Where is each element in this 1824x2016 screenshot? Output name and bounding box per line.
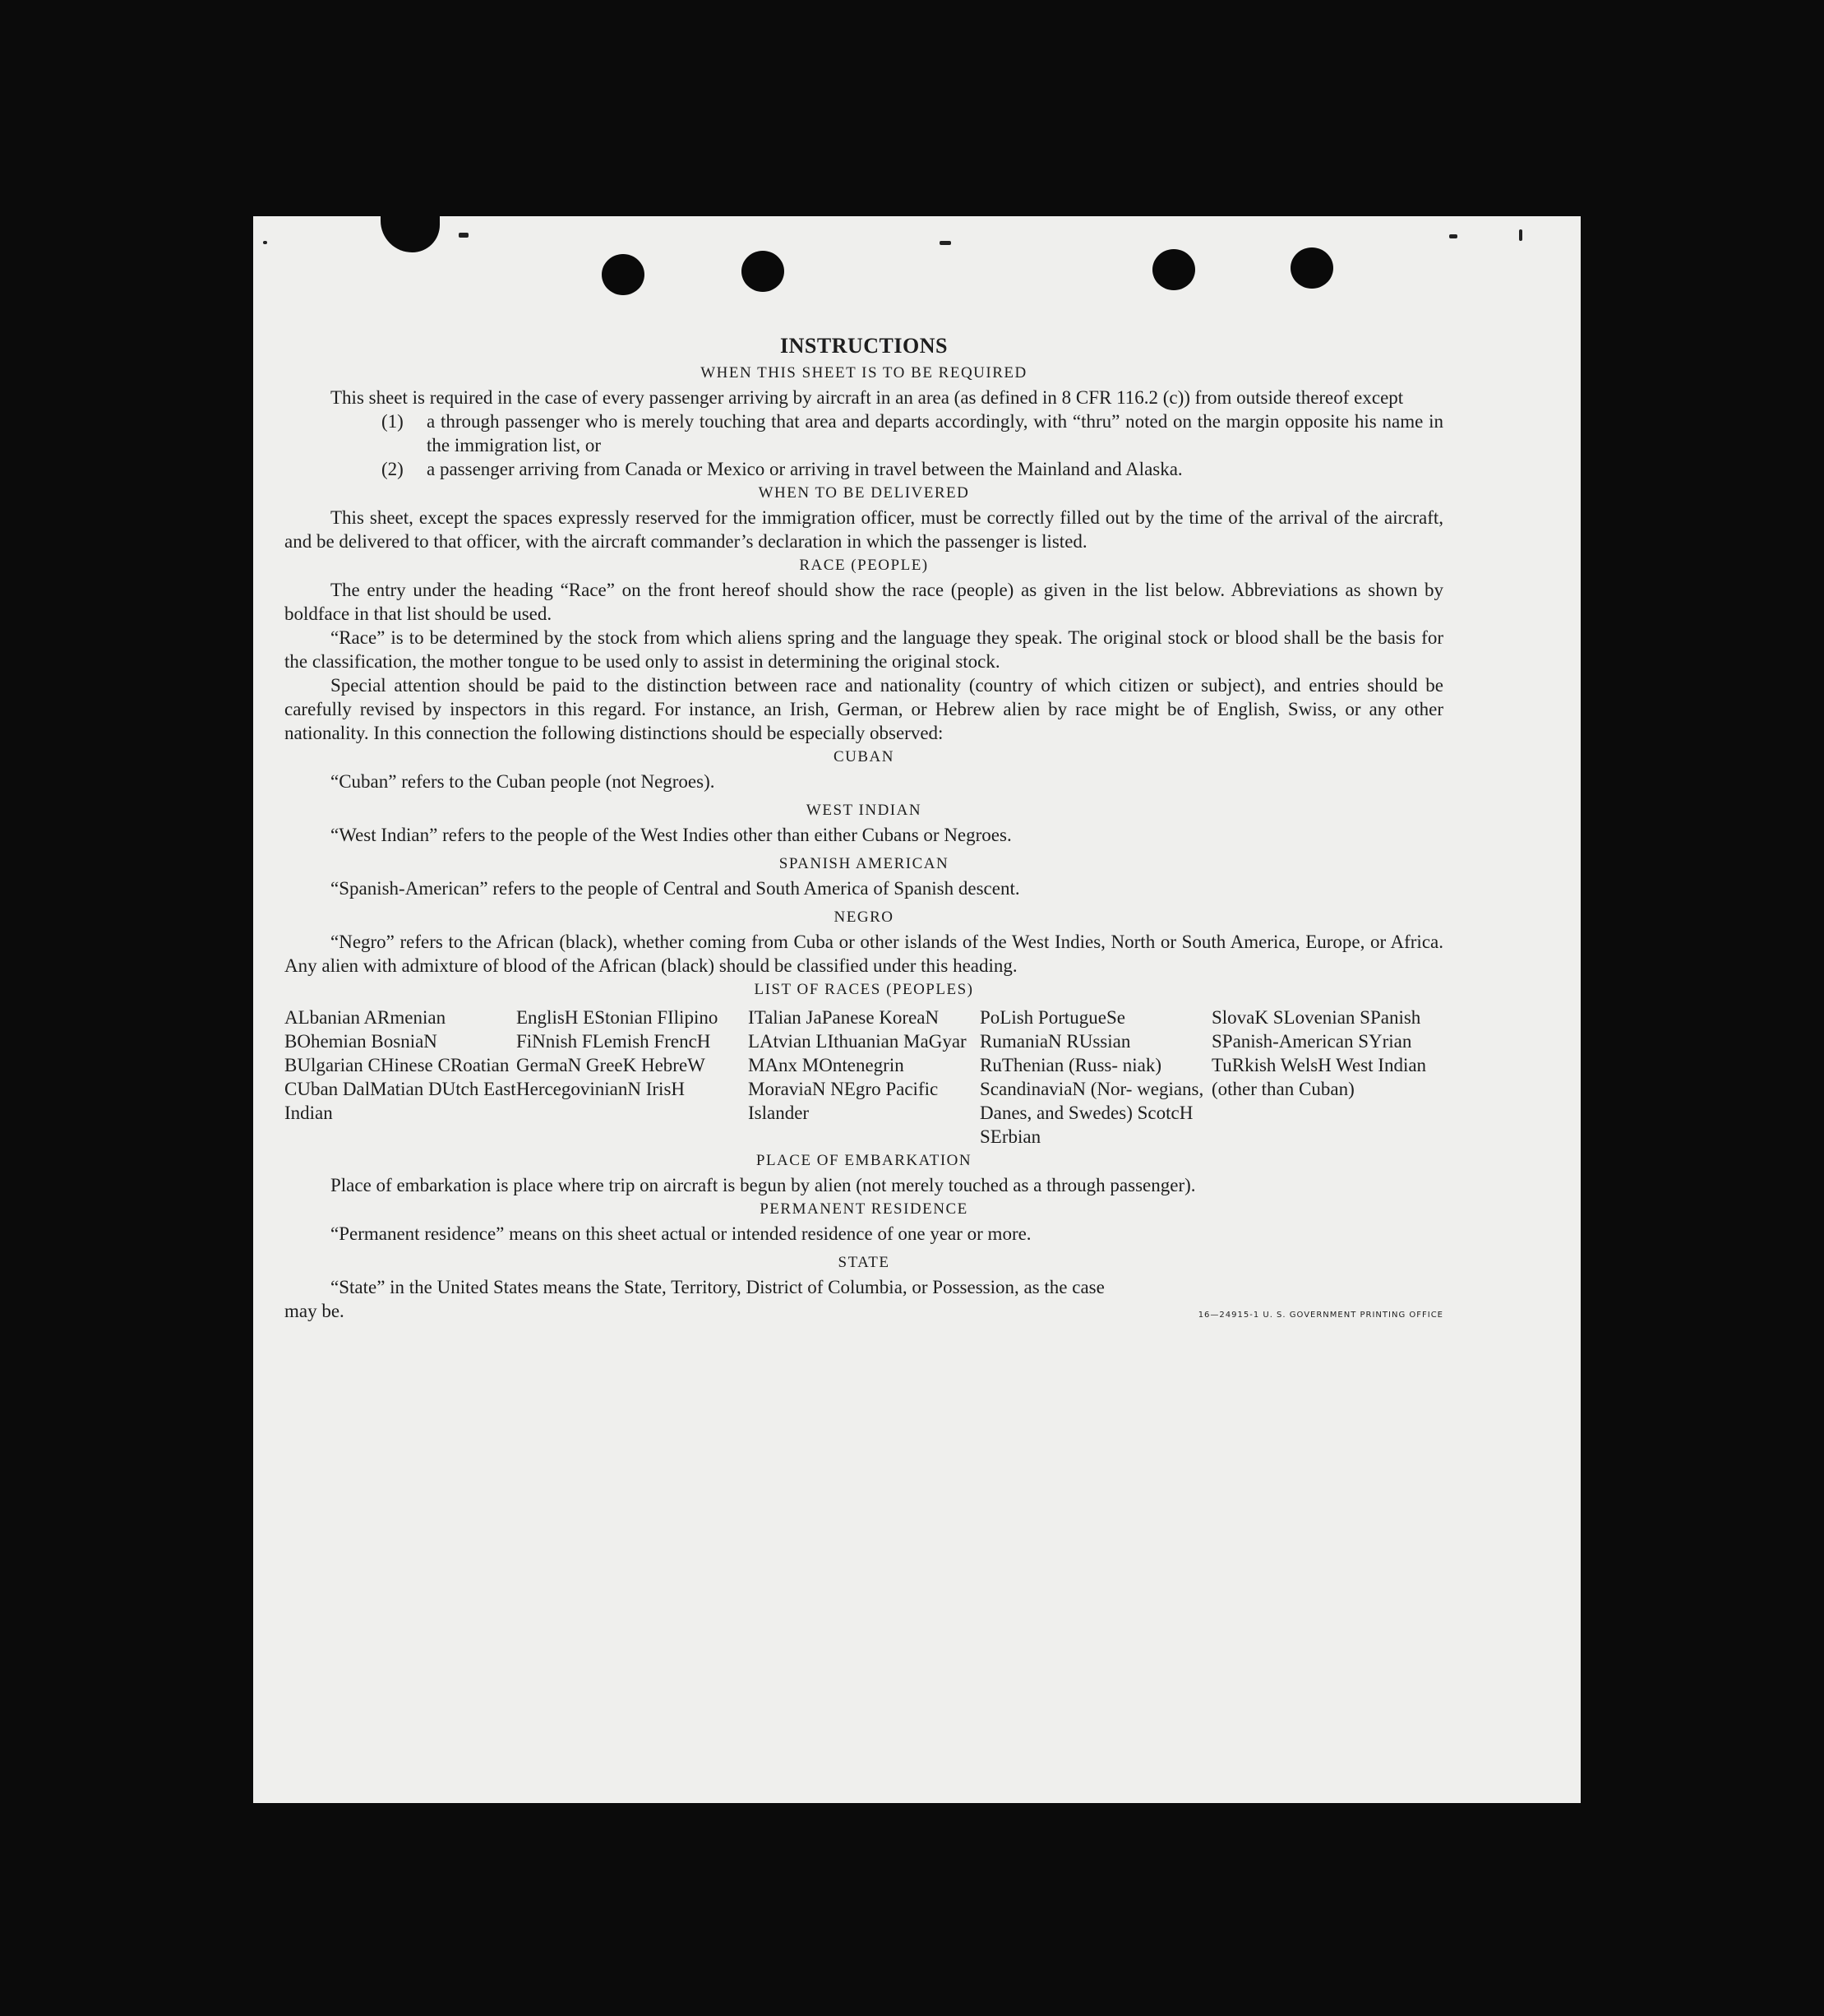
section-heading-spanish-american: SPANISH AMERICAN xyxy=(778,855,949,872)
race-list xyxy=(284,1006,1443,1149)
race-list-column: ITalian JaPanese KoreaN LAtvian LIthuanian MaGyar MAnx MOntenegrin MoraviaN NEgro Pacific Islander xyxy=(748,1007,967,1123)
race-paragraph-2: “Race” is to be determined by the stock from which aliens spring and the language they speak. The original stock or blood shall be the basis for the classification, the mother tongue to be used only to assist in determining the original stock. xyxy=(284,627,1443,672)
race-list-column: ALbanian ARmenian BOhemian BosniaN BUlgarian CHinese CRoatian CUban DalMatian DUtch East Indian xyxy=(284,1007,516,1123)
section-heading-when-required: WHEN THIS SHEET IS TO BE REQUIRED xyxy=(700,364,1027,381)
item-text: a passenger arriving from Canada or Mexico or arriving in travel between the Mainland and Alaska. xyxy=(427,459,1183,479)
speck xyxy=(263,241,267,244)
state-text: “State” in the United States means the State, Territory, District of Columbia, or Possession, as the case xyxy=(330,1277,1105,1297)
instructions-content xyxy=(284,331,1443,1323)
punch-hole xyxy=(741,251,784,292)
section-heading-embarkation: PLACE OF EMBARKATION xyxy=(755,1152,972,1169)
section-heading-residence: PERMANENT RESIDENCE xyxy=(760,1200,968,1218)
when-delivered-text: This sheet, except the spaces expressly reserved for the immigration officer, must be correctly filled out by the time of the arrival of the aircraft, and be delivered to that officer, with the aircraft commander’s declaration in which the passenger is listed. xyxy=(284,507,1443,552)
race-list-column: SlovaK SLovenian SPanish SPanish-American SYrian TuRkish WelsH West Indian (other than Cuban) xyxy=(1212,1007,1427,1099)
speck xyxy=(1519,229,1522,241)
speck xyxy=(940,241,951,245)
spanish-american-text: “Spanish-American” refers to the people of Central and South America of Spanish descent. xyxy=(330,878,1020,899)
item-number: (1) xyxy=(381,411,404,432)
punch-hole xyxy=(602,254,644,295)
footer-line xyxy=(284,1299,1443,1323)
section-heading-west-indian: WEST INDIAN xyxy=(806,802,922,819)
page-title: INSTRUCTIONS xyxy=(780,334,948,358)
torn-edge xyxy=(381,216,440,252)
race-paragraph-3: Special attention should be paid to the distinction between race and nationality (country of which citizen or subject), and entries should be carefully revised by inspectors in this regard. For instance, an Irish, German, or Hebrew alien by race might be of English, Swiss, or any other nationality. In this connection the following distinctions should be especially observed: xyxy=(284,675,1443,743)
section-heading-list-of-races: LIST OF RACES (PEOPLES) xyxy=(754,981,974,998)
punch-hole xyxy=(1291,247,1333,289)
embarkation-text: Place of embarkation is place where trip on aircraft is begun by alien (not merely touched as a through passenger). xyxy=(330,1175,1196,1195)
section-heading-when-delivered: WHEN TO BE DELIVERED xyxy=(758,484,970,502)
item-number: (2) xyxy=(381,459,404,479)
state-text-end: may be. xyxy=(284,1301,344,1321)
cuban-text: “Cuban” refers to the Cuban people (not Negroes). xyxy=(330,771,715,792)
race-paragraph-1: The entry under the heading “Race” on the front hereof should show the race (people) as given in the list below. Abbreviations as shown by boldface in that list should be used. xyxy=(284,580,1443,624)
residence-text: “Permanent residence” means on this sheet actual or intended residence of one year or more. xyxy=(330,1223,1032,1244)
speck xyxy=(1449,234,1457,238)
section-heading-state: STATE xyxy=(838,1254,890,1271)
race-list-column: PoLish PortugueSe RumaniaN RUssian RuThenian (Russ- niak) ScandinaviaN (Nor- wegians, Danes, and Swedes) ScotcH SErbian xyxy=(980,1007,1204,1147)
race-list-column: EnglisH EStonian FIlipino FiNnish FLemish FrencH GermaN GreeK HebreW HercegovinianN IrisH xyxy=(516,1007,718,1099)
exception-item xyxy=(381,409,1443,457)
section-heading-race: RACE (PEOPLE) xyxy=(799,557,929,574)
speck xyxy=(459,233,469,238)
when-required-intro: This sheet is required in the case of every passenger arriving by aircraft in an area (as defined in 8 CFR 116.2 (c)) from outside thereof except xyxy=(330,387,1404,408)
section-heading-cuban: CUBAN xyxy=(833,748,894,765)
west-indian-text: “West Indian” refers to the people of the West Indies other than either Cubans or Negroes. xyxy=(330,825,1012,845)
instruction-sheet xyxy=(253,216,1581,1803)
punch-hole xyxy=(1152,249,1195,290)
exception-item xyxy=(381,457,1443,481)
item-text: a through passenger who is merely touching that area and departs accordingly, with “thru” noted on the margin opposite his name in the immigration list, or xyxy=(427,411,1443,455)
negro-text: “Negro” refers to the African (black), whether coming from Cuba or other islands of the West Indies, North or South America, Europe, or Africa. Any alien with admixture of blood of the African (black) should be classified under this heading. xyxy=(284,932,1443,976)
printer-imprint: 16—24915-1 U. S. GOVERNMENT PRINTING OFFICE xyxy=(1198,1311,1443,1320)
section-heading-negro: NEGRO xyxy=(833,909,894,926)
